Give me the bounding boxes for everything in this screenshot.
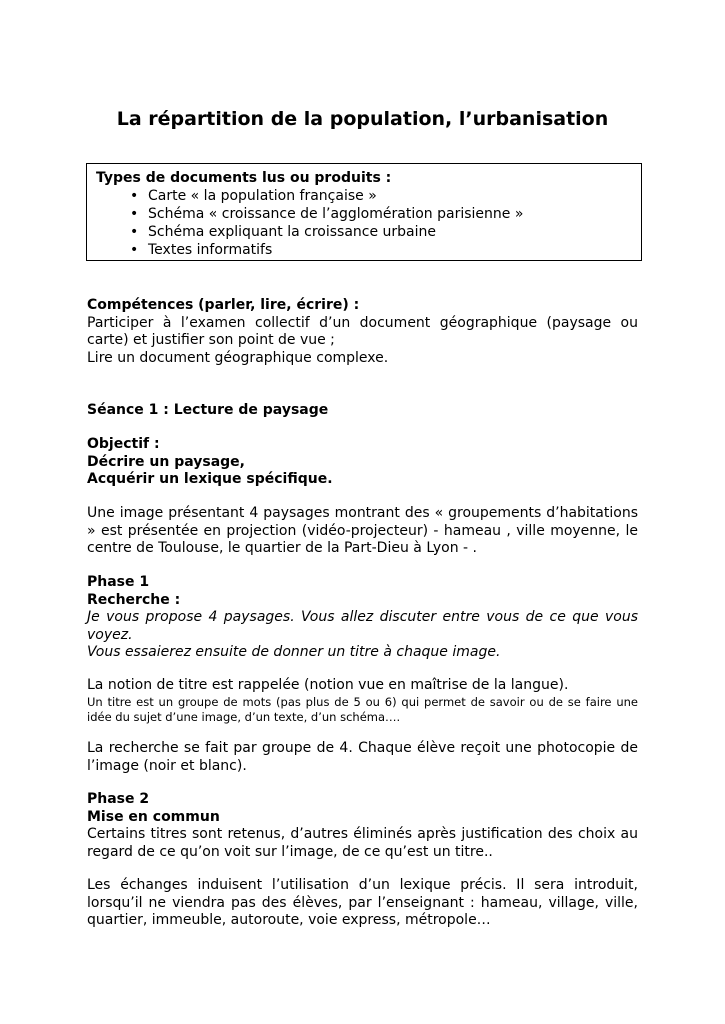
titre-notion: La notion de titre est rappelée (notion vue en maîtrise de la langue).: [87, 677, 569, 693]
competences-heading: Compétences (parler, lire, écrire) :: [87, 297, 360, 313]
phase1-section: [87, 574, 638, 662]
objectif-line-2: Acquérir un lexique spécifique.: [87, 471, 333, 487]
page-title: La répartition de la population, l’urbanisation: [116, 108, 609, 130]
phase2-section: [87, 791, 638, 861]
document-types-box: [86, 163, 642, 261]
phase2-subheading: Mise en commun: [87, 808, 220, 825]
phase1-instruction-2: Vous essaierez ensuite de donner un titre à chaque image.: [87, 644, 501, 660]
list-item: • Carte « la population française »: [130, 187, 632, 205]
phase1-instruction-1: Je vous propose 4 paysages. Vous allez discuter entre vous de ce que vous voyez.: [87, 609, 638, 643]
seance-section: [87, 402, 638, 420]
groupe-paragraph: La recherche se fait par groupe de 4. Chaque élève reçoit une photocopie de l’image (noir et blanc).: [87, 740, 638, 774]
competences-line-2: Lire un document géographique complexe.: [87, 349, 389, 366]
objectif-line-1: Décrire un paysage,: [87, 453, 245, 470]
list-item: • Schéma « croissance de l’agglomération parisienne »: [130, 205, 632, 223]
objectif-heading: Objectif :: [87, 436, 160, 452]
seance-heading: Séance 1 : Lecture de paysage: [87, 402, 329, 418]
intro-paragraph: Une image présentant 4 paysages montrant des « groupements d’habitations » est présentée en projection (vidéo-projecteur) - hameau , ville moyenne, le centre de Toulouse, le quartier de la Part-Dieu à Lyon - .: [87, 505, 638, 556]
document-types-list: [96, 187, 632, 259]
competences-line-1: Participer à l’examen collectif d’un document géographique (paysage ou carte) et justifier son point de vue ;: [87, 314, 638, 348]
document-types-heading: Types de documents lus ou produits :: [96, 170, 392, 186]
phase1-heading: Phase 1: [87, 574, 150, 590]
list-item: • Textes informatifs: [130, 241, 632, 259]
titre-definition: Un titre est un groupe de mots (pas plus de 5 ou 6) qui permet de savoir ou de se faire une idée du sujet d’une image, d’un texte, d’un schéma….: [87, 694, 638, 724]
titre-notion-section: [87, 677, 638, 725]
phase1-subheading: Recherche :: [87, 591, 181, 608]
phase2-heading: Phase 2: [87, 791, 150, 807]
competences-section: [87, 297, 638, 367]
phase2-text-1: Certains titres sont retenus, d’autres éliminés après justification des choix au regard de ce qu’on voit sur l’image, de ce qu’est un titre..: [87, 826, 638, 860]
list-item: • Schéma expliquant la croissance urbaine: [130, 223, 632, 241]
objectif-section: [87, 436, 638, 489]
phase2-text-2: Les échanges induisent l’utilisation d’un lexique précis. Il sera introduit, lorsqu’il ne viendra pas des élèves, par l’enseignant : hameau, village, ville, quartier, immeuble, autoroute, voie express, métropole…: [87, 877, 638, 928]
